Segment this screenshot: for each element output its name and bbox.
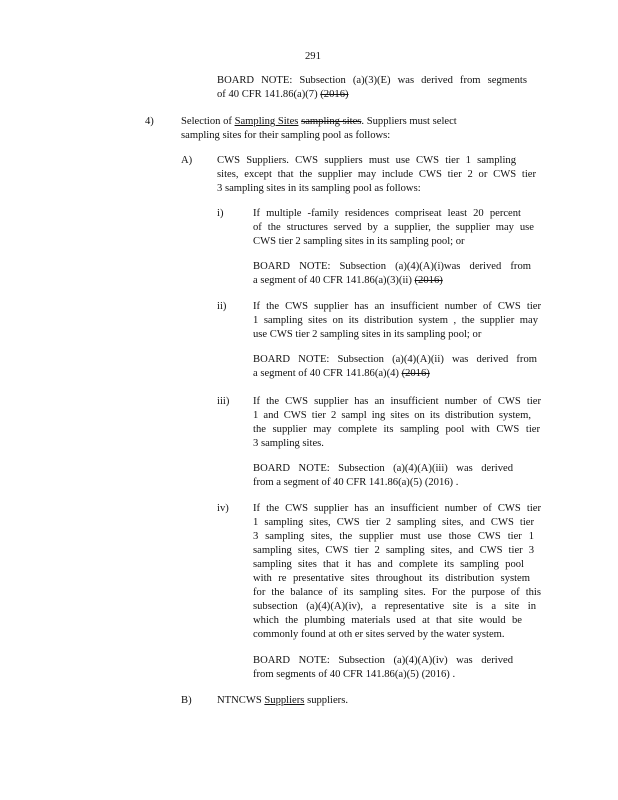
clause-line: If the CWS supplier has an insufficient number of CWS tier [253,396,541,407]
clause-line: 1 sampling sites, CWS tier 2 sampling sites, and CWS tier [253,517,534,528]
subitem-label: A) [181,155,193,166]
board-note-line [217,88,349,102]
clause-line: 3 sampling sites, the supplier must use those CWS tier 1 [253,531,534,542]
clause-line: subsection (a)(4)(A)(iv), a representative site is a site in [253,601,536,612]
struck-text: (2016) [401,368,430,379]
clause-line: If multiple -family residences compriseat least 20 percent [253,208,521,219]
subitem-text: NTNCWS [217,695,265,706]
item-number: 4) [145,116,154,127]
clause-line: 1 sampling sites on its distribution system , the supplier may [253,315,538,326]
clause-line: commonly found at oth er sites served by the water system. [253,629,505,640]
item-heading [181,115,495,129]
board-note-line: BOARD NOTE: Subsection (a)(4)(A)(ii) was derived from [253,354,537,365]
inserted-text: Sampling Sites [234,116,299,127]
clause-line: 1 and CWS tier 2 sampl ing sites on its distribution system, [253,410,531,421]
clause-line: for the balance of its sampling sites. For the purpose of this [253,587,541,598]
subitem-line [217,694,348,708]
note-text: of 40 CFR 141.86(a)(7) [217,89,321,100]
board-note-line [253,367,430,381]
board-note-line: BOARD NOTE: Subsection (a)(4)(A)(i)was derived from [253,261,531,272]
board-note-line: from a segment of 40 CFR 141.86(a)(5) (2016) . [253,477,459,488]
clause-line: with re presentative sites throughout its distribution system [253,573,530,584]
board-note-line: from segments of 40 CFR 141.86(a)(5) (2016) . [253,669,456,680]
clause-line: use CWS tier 2 sampling sites in its sampling pool; or [253,329,482,340]
note-text: a segment of 40 CFR 141.86(a)(3)(ii) [253,275,415,286]
clause-line: which the plumbing materials used at that site would be [253,615,522,626]
inserted-text: Suppliers [264,695,305,706]
subitem-label: B) [181,695,192,706]
board-note-line: BOARD NOTE: Subsection (a)(4)(A)(iii) was derived [253,463,513,474]
subitem-line: sites, except that the supplier may include CWS tier 2 or CWS tier [217,169,536,180]
item-line: sampling sites for their sampling pool as follows: [181,130,391,141]
subitem-text: suppliers. [304,695,348,706]
clause-label: iii) [217,396,230,407]
clause-line: 3 sampling sites. [253,438,324,449]
clause-line: If the CWS supplier has an insufficient number of CWS tier [253,503,541,514]
clause-line: sampling sites that it has and complete its sampling pool [253,559,524,570]
clause-label: iv) [217,503,229,514]
clause-line: CWS tier 2 sampling sites in its sampling pool; or [253,236,465,247]
struck-text: (2016) [414,275,443,286]
board-note-line [253,274,443,288]
subitem-line: CWS Suppliers. CWS suppliers must use CWS tier 1 sampling [217,155,516,166]
clause-line: sampling sites, CWS tier 2 sampling sites, and CWS tier 3 [253,545,534,556]
note-text: a segment of 40 CFR 141.86(a)(4) [253,368,402,379]
struck-text: sampling sites [301,116,362,127]
subitem-line: 3 sampling sites in its sampling pool as follows: [217,183,421,194]
clause-line: If the CWS supplier has an insufficient number of CWS tier [253,301,541,312]
struck-text: (2016) [320,89,349,100]
board-note-line: BOARD NOTE: Subsection (a)(3)(E) was derived from segments [217,75,527,86]
board-note-line: BOARD NOTE: Subsection (a)(4)(A)(iv) was derived [253,655,513,666]
page-number: 291 [305,51,321,62]
clause-line: of the structures served by a supplier, the supplier may use [253,222,534,233]
clause-line: the supplier may complete its sampling pool with CWS tier [253,424,540,435]
clause-label: ii) [217,301,227,312]
heading-text: Selection of [181,116,232,127]
clause-label: i) [217,208,224,219]
heading-text: . Suppliers must select [361,116,457,127]
